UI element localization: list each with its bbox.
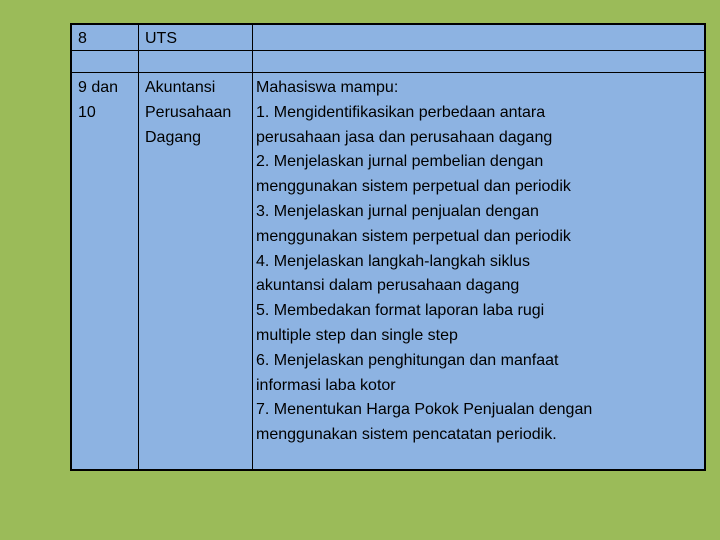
outcome-line: 6. Menjelaskan penghitungan dan manfaat (256, 351, 559, 369)
week-cell-row-1: 8 (78, 30, 87, 47)
syllabus-table (70, 23, 706, 471)
outcome-line: 3. Menjelaskan jurnal penjualan dengan (256, 202, 539, 220)
row-divider (72, 72, 704, 73)
outcome-line: menggunakan sistem perpetual dan periodik (256, 178, 571, 196)
topic-line: Dagang (145, 128, 202, 146)
week-cell-row-2 (78, 76, 118, 126)
outcome-line: 5. Membedakan format laporan laba rugi (256, 302, 545, 320)
outcome-line: 2. Menjelaskan jurnal pembelian dengan (256, 153, 544, 171)
week-line: 9 dan (78, 79, 119, 96)
topic-line: Akuntansi (145, 79, 216, 96)
column-divider (138, 25, 139, 469)
learning-outcomes-cell (256, 76, 592, 448)
column-divider (252, 25, 253, 469)
outcome-line: Mahasiswa mampu: (256, 79, 399, 96)
topic-line: Perusahaan (145, 103, 232, 121)
outcome-line: multiple step dan single step (256, 326, 458, 344)
outcome-line: informasi laba kotor (256, 376, 396, 394)
outcome-line: akuntansi dalam perusahaan dagang (256, 277, 520, 295)
outcome-line: 1. Mengidentifikasikan perbedaan antara (256, 103, 546, 121)
outcome-line: menggunakan sistem perpetual dan periodik (256, 227, 571, 245)
outcome-line: menggunakan sistem pencatatan periodik. (256, 426, 557, 444)
topic-cell-row-1: UTS (145, 30, 177, 47)
topic-cell-row-2 (145, 76, 231, 150)
outcome-line: perusahaan jasa dan perusahaan dagang (256, 128, 553, 146)
outcome-line: 7. Menentukan Harga Pokok Penjualan dengan (256, 401, 593, 419)
outcome-line: 4. Menjelaskan langkah-langkah siklus (256, 252, 530, 270)
week-line: 10 (78, 103, 96, 121)
